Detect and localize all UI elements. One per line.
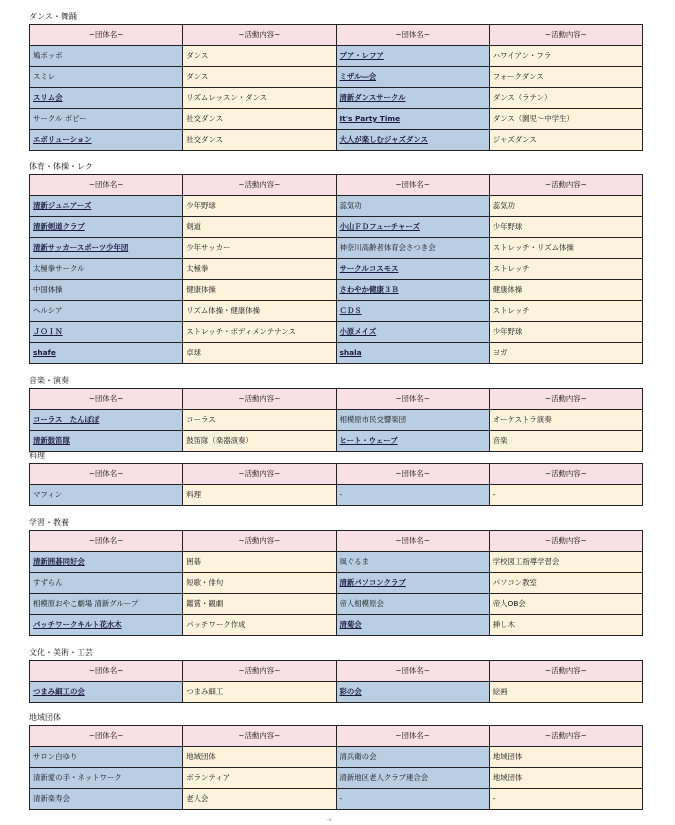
table-row (30, 322, 643, 343)
group-name: 相模原市民交響楽団 (336, 410, 489, 431)
group-name-link[interactable]: 清菊会 (336, 615, 489, 636)
header-group-name: ~団体名~ (30, 175, 183, 196)
table-row (30, 615, 643, 636)
header-activity: ~活動内容~ (489, 25, 642, 46)
header-activity: ~活動内容~ (183, 726, 336, 747)
table-header-row (30, 464, 643, 485)
header-group-name: ~団体名~ (336, 25, 489, 46)
table-row (30, 259, 643, 280)
activity-cell: パッチワーク作成 (183, 615, 336, 636)
table-row (30, 67, 643, 88)
table-header-row (30, 175, 643, 196)
activity-cell: 少年野球 (183, 196, 336, 217)
header-activity: ~活動内容~ (489, 175, 642, 196)
table-row (30, 343, 643, 364)
table-row (30, 594, 643, 615)
table-row (30, 88, 643, 109)
page-footer-mark: ⁻⁶ (326, 818, 332, 825)
activity-cell: ダンス (183, 67, 336, 88)
activity-cell: ダンス（ラテン） (489, 88, 642, 109)
activity-cell: 少年サッカー (183, 238, 336, 259)
activity-cell: 短歌・俳句 (183, 573, 336, 594)
table-row (30, 747, 643, 768)
header-group-name: ~団体名~ (336, 531, 489, 552)
group-name-link[interactable]: ヒート・ウェーブ (336, 431, 489, 452)
activity-cell: リズム体操・健康体操 (183, 301, 336, 322)
group-name: 蕊気功 (336, 196, 489, 217)
activity-cell: 囲碁 (183, 552, 336, 573)
group-name-link[interactable]: 清新サッカースポーツ少年団 (30, 238, 183, 259)
table-header-row (30, 531, 643, 552)
header-activity: ~活動内容~ (183, 175, 336, 196)
activity-cell: ヨガ (489, 343, 642, 364)
header-group-name: ~団体名~ (30, 25, 183, 46)
activity-cell: 健康体操 (489, 280, 642, 301)
group-table (29, 388, 643, 452)
activity-cell: 地域団体 (489, 768, 642, 789)
activity-cell: オーケストラ演奏 (489, 410, 642, 431)
group-name: 清新楽寿会 (30, 789, 183, 810)
header-activity: ~活動内容~ (489, 726, 642, 747)
activity-cell: 老人会 (183, 789, 336, 810)
activity-cell: 社交ダンス (183, 109, 336, 130)
group-table (29, 24, 643, 151)
header-activity: ~活動内容~ (183, 531, 336, 552)
group-table (29, 725, 643, 810)
header-group-name: ~団体名~ (336, 389, 489, 410)
table-row (30, 109, 643, 130)
activity-cell: 挿し木 (489, 615, 642, 636)
header-group-name: ~団体名~ (30, 464, 183, 485)
group-name-link[interactable]: 小原メイズ (336, 322, 489, 343)
table-row (30, 789, 643, 810)
table-row (30, 238, 643, 259)
header-group-name: ~団体名~ (336, 661, 489, 682)
group-name: スミレ (30, 67, 183, 88)
group-name: 相模原おやこ劇場 清新グループ (30, 594, 183, 615)
table-row (30, 46, 643, 67)
header-group-name: ~団体名~ (336, 726, 489, 747)
activity-cell: パソコン教室 (489, 573, 642, 594)
group-name-link[interactable]: 彩の会 (336, 682, 489, 703)
table-row (30, 280, 643, 301)
activity-cell: つまみ細工 (183, 682, 336, 703)
header-group-name: ~団体名~ (30, 531, 183, 552)
table-row (30, 217, 643, 238)
group-name-link[interactable]: 大人が楽しむジャズダンス (336, 130, 489, 151)
group-name: - (336, 485, 489, 506)
group-name-link[interactable]: It's Party Time (336, 109, 489, 130)
activity-cell: 社交ダンス (183, 130, 336, 151)
activity-cell: 太極拳 (183, 259, 336, 280)
activity-cell: 少年野球 (489, 322, 642, 343)
group-name-link[interactable]: shala (336, 343, 489, 364)
table-row (30, 485, 643, 506)
header-group-name: ~団体名~ (336, 175, 489, 196)
group-name: マフィン (30, 485, 183, 506)
table-row (30, 431, 643, 452)
group-name-link[interactable]: 清新ジュニアーズ (30, 196, 183, 217)
group-name: 清新地区老人クラブ連合会 (336, 768, 489, 789)
group-name-link[interactable]: プア・レフア (336, 46, 489, 67)
section-title: 学習・教養 (29, 518, 69, 527)
activity-cell: 剣道 (183, 217, 336, 238)
activity-cell: ダンス（園児～中学生） (489, 109, 642, 130)
header-activity: ~活動内容~ (489, 464, 642, 485)
activity-cell: 蕊気功 (489, 196, 642, 217)
group-name-link[interactable]: ミザル―会 (336, 67, 489, 88)
group-name: 中国体操 (30, 280, 183, 301)
table-row (30, 301, 643, 322)
table-row (30, 130, 643, 151)
group-table (29, 530, 643, 636)
activity-cell: 地域団体 (183, 747, 336, 768)
header-group-name: ~団体名~ (30, 726, 183, 747)
section-title: 文化・美術・工芸 (29, 648, 93, 657)
group-name: 風ぐるま (336, 552, 489, 573)
activity-cell: 帝人OB会 (489, 594, 642, 615)
table-row (30, 573, 643, 594)
header-activity: ~活動内容~ (489, 531, 642, 552)
group-name-link[interactable]: 清新剣道クラブ (30, 217, 183, 238)
activity-cell: ジャズダンス (489, 130, 642, 151)
group-table (29, 660, 643, 703)
group-name-link[interactable]: サークルコスモス (336, 259, 489, 280)
group-name-link[interactable]: shafe (30, 343, 183, 364)
group-name: - (336, 789, 489, 810)
activity-cell: 音楽 (489, 431, 642, 452)
group-name-link[interactable]: エボリューション (30, 130, 183, 151)
activity-cell: - (489, 789, 642, 810)
group-name: 清新愛の手・ネットワーク (30, 768, 183, 789)
group-name: 神奈川高齢者体育会さつき会 (336, 238, 489, 259)
group-name-link[interactable]: 清新パソコンクラブ (336, 573, 489, 594)
activity-cell: 少年野球 (489, 217, 642, 238)
activity-cell: フォークダンス (489, 67, 642, 88)
header-activity: ~活動内容~ (489, 389, 642, 410)
group-name-link[interactable]: ＪＯＩＮ (30, 322, 183, 343)
activity-cell: コーラス (183, 410, 336, 431)
header-activity: ~活動内容~ (183, 389, 336, 410)
table-row (30, 552, 643, 573)
activity-cell: ダンス (183, 46, 336, 67)
section-title: 料理 (29, 451, 45, 460)
group-name: ヘルシア (30, 301, 183, 322)
section-title: 体育・体操・レク (29, 162, 93, 171)
header-group-name: ~団体名~ (30, 661, 183, 682)
activity-cell: 鑑賞・観劇 (183, 594, 336, 615)
table-header-row (30, 25, 643, 46)
activity-cell: 鼓笛隊（楽器演奏） (183, 431, 336, 452)
table-row (30, 196, 643, 217)
activity-cell: 料理 (183, 485, 336, 506)
section-title: 音楽・演奏 (29, 376, 69, 385)
table-row (30, 768, 643, 789)
group-table (29, 174, 643, 364)
header-activity: ~活動内容~ (489, 661, 642, 682)
activity-cell: ストレッチ (489, 259, 642, 280)
section-title: 地域団体 (29, 713, 61, 722)
group-name: 鳩ポッポ (30, 46, 183, 67)
group-name: すずらん (30, 573, 183, 594)
group-name-link[interactable]: 清新ダンスサークル (336, 88, 489, 109)
activity-cell: ストレッチ (489, 301, 642, 322)
group-name: 太極拳サークル (30, 259, 183, 280)
group-name: サロン白ゆり (30, 747, 183, 768)
activity-cell: リズムレッスン・ダンス (183, 88, 336, 109)
activity-cell: ストレッチ・リズム体操 (489, 238, 642, 259)
table-header-row (30, 726, 643, 747)
group-name-link[interactable]: 清新囲碁同好会 (30, 552, 183, 573)
group-name-link[interactable]: 小山ＦＤフューチャーズ (336, 217, 489, 238)
group-table (29, 463, 643, 506)
header-group-name: ~団体名~ (30, 389, 183, 410)
table-row (30, 410, 643, 431)
table-header-row (30, 661, 643, 682)
header-activity: ~活動内容~ (183, 25, 336, 46)
group-name: 帝人相模原会 (336, 594, 489, 615)
group-name: 清兵衛の会 (336, 747, 489, 768)
activity-cell: 地域団体 (489, 747, 642, 768)
activity-cell: ハワイアン・フラ (489, 46, 642, 67)
activity-cell: 絵画 (489, 682, 642, 703)
table-header-row (30, 389, 643, 410)
activity-cell: - (489, 485, 642, 506)
activity-cell: 卓球 (183, 343, 336, 364)
activity-cell: ボランティア (183, 768, 336, 789)
activity-cell: 学校図工指導学習会 (489, 552, 642, 573)
activity-cell: ストレッチ・ボディメンテナンス (183, 322, 336, 343)
header-activity: ~活動内容~ (183, 464, 336, 485)
group-name-link[interactable]: ＣＤＳ (336, 301, 489, 322)
section-title: ダンス・舞踊 (29, 12, 77, 21)
group-name: サークル ポピー (30, 109, 183, 130)
group-name-link[interactable]: つまみ細工の会 (30, 682, 183, 703)
group-name-link[interactable]: コーラス たんぽぽ (30, 410, 183, 431)
group-name-link[interactable]: さわやか健康３Ｂ (336, 280, 489, 301)
header-activity: ~活動内容~ (183, 661, 336, 682)
header-group-name: ~団体名~ (336, 464, 489, 485)
table-row (30, 682, 643, 703)
group-name-link[interactable]: パッチワークキルト花水木 (30, 615, 183, 636)
activity-cell: 健康体操 (183, 280, 336, 301)
group-name-link[interactable]: スリム会 (30, 88, 183, 109)
group-name-link[interactable]: 清新鼓笛隊 (30, 431, 183, 452)
